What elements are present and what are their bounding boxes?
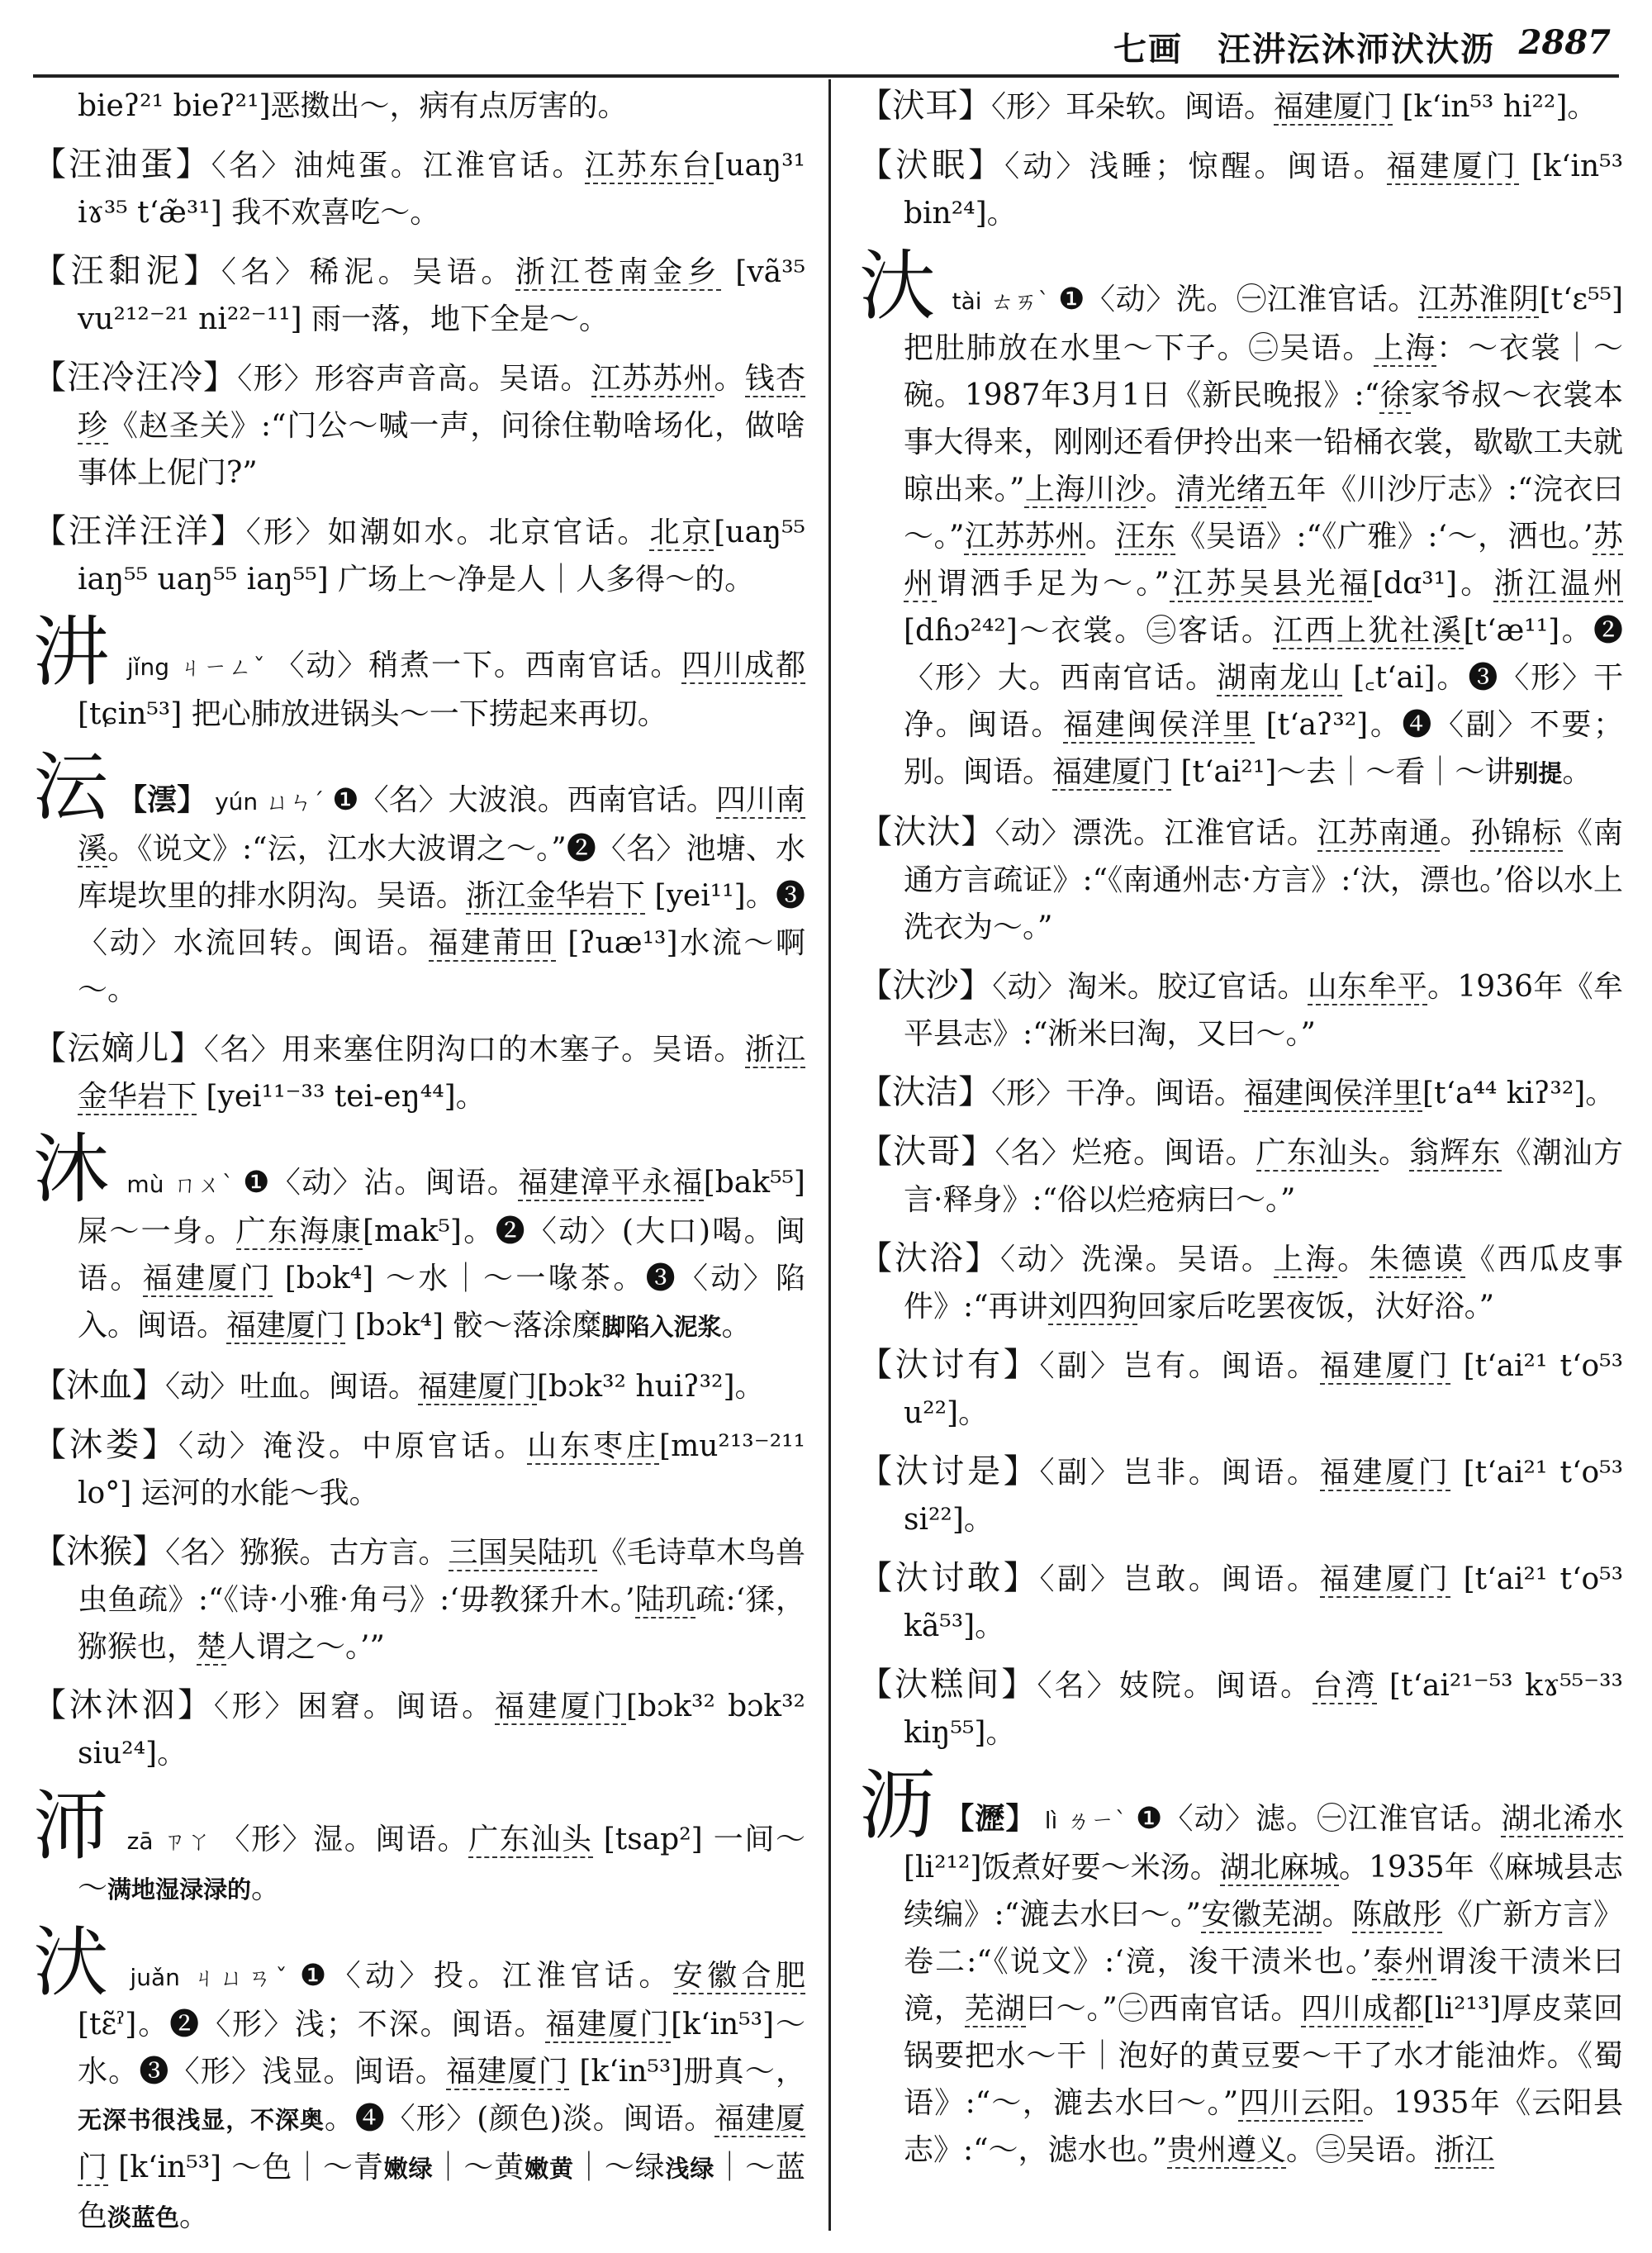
definition-text: 《毛诗草木鸟兽虫鱼疏》:“《诗·小雅·角弓》:‘毋教猱升木。’ bbox=[78, 1536, 805, 1617]
definition-text: ｜～蓝色 bbox=[78, 2151, 805, 2233]
zhuyin: ㄐㄧㄥˇ bbox=[177, 654, 267, 681]
sub-entry bbox=[859, 963, 1623, 1058]
zhuyin: ㄇㄨˋ bbox=[172, 1171, 235, 1198]
definition-text: [t‘ɛ⁵⁵]把肚肺放在水里～下子。㊁吴语。 bbox=[904, 283, 1623, 365]
definition-text: ｜～绿 bbox=[573, 2151, 666, 2184]
sub-entry bbox=[33, 1528, 805, 1671]
definition-text: 谓浚干渍米曰滰， bbox=[904, 1945, 1623, 2026]
sub-entry-word: 【汏哥】 bbox=[859, 1133, 995, 1171]
place-name: 福建闽侯洋里 bbox=[1062, 708, 1255, 742]
definition-text: 〈名〉油炖蛋。江淮官话。 bbox=[211, 149, 585, 183]
definition-text: 《南通方言疏证》:“《南通州志·方言》:‘汏，漂也。’俗以水上洗衣为～。” bbox=[904, 816, 1623, 944]
place-name: 福建莆田 bbox=[428, 926, 557, 960]
sub-entry-word: 【汪洋汪洋】 bbox=[33, 512, 246, 550]
definition-text: [k‘in⁵³ bin²⁴]。 bbox=[904, 150, 1623, 231]
definition-text: [k‘in⁵³]～水。❸〈形〉浅显。闽语。 bbox=[78, 2008, 805, 2089]
place-name: 孙锦标 bbox=[1470, 816, 1563, 850]
sub-entry-word: 【汏洁】 bbox=[859, 1073, 991, 1111]
place-name: 陆玑 bbox=[634, 1583, 695, 1617]
headword: 汱 bbox=[33, 1918, 114, 2007]
sub-entry bbox=[859, 1555, 1623, 1650]
definition-text: [li²¹²]饭煮好要～米汤。 bbox=[904, 1851, 1220, 1885]
definition-text: [꜀t‘ai]。❸〈形〉干净。闽语。 bbox=[904, 661, 1623, 742]
sub-entry bbox=[33, 248, 805, 343]
pinyin: tài bbox=[952, 288, 982, 315]
definition-text: 〈形〉形容声音高。吴语。 bbox=[237, 362, 591, 396]
definition-text: 〈动〉稍煮一下。西南官话。 bbox=[274, 649, 682, 682]
place-name: 安徽芜湖 bbox=[1200, 1898, 1322, 1932]
sub-entry-word: 【汏讨有】 bbox=[859, 1346, 1040, 1384]
definition-text: 。❹〈形〉(颜色)淡。闽语。 bbox=[324, 2102, 715, 2136]
definition-text: 〈副〉岂非。闽语。 bbox=[1039, 1456, 1320, 1490]
place-name: 福建厦门 bbox=[1319, 1349, 1451, 1383]
sub-entry-word: 【汪䵒泥】 bbox=[33, 252, 221, 290]
definition-text: [yei¹¹⁻³³ tei-eŋ⁴⁴]。 bbox=[197, 1080, 486, 1114]
definition-text: [k‘in⁵³] ～色｜～青 bbox=[107, 2151, 384, 2184]
place-name: 浙江苍南金乡 bbox=[515, 255, 722, 289]
place-name: 浙江金华岩下 bbox=[466, 879, 645, 913]
sub-entry bbox=[859, 809, 1623, 951]
definition-text: [tɕin⁵³] 把心肺放进锅头～一下捞起来再切。 bbox=[78, 697, 667, 731]
definition-text: [t‘ai²¹ t‘o⁵³ kã⁵³]。 bbox=[904, 1562, 1623, 1643]
place-name: 广东汕头 bbox=[468, 1823, 593, 1856]
definition-text: 〈形〉如潮如水。北京官话。 bbox=[245, 516, 650, 549]
sub-entry bbox=[33, 1362, 805, 1410]
definition-text: 〈名〉稀泥。吴语。 bbox=[221, 255, 515, 289]
place-name: 湖南龙山 bbox=[1217, 661, 1342, 695]
definition-text: [t‘ai²¹ t‘o⁵³ u²²]。 bbox=[904, 1349, 1623, 1430]
definition-text: 〈形〉耳朵软。闽语。 bbox=[991, 90, 1275, 124]
sub-entry-word: 【沐沐泅】 bbox=[33, 1686, 214, 1724]
definition-text: ：～衣裳｜～碗。1987年3月1日《新民晚报》:“ bbox=[904, 331, 1623, 412]
definition-text: 〈名〉烂疮。闽语。 bbox=[995, 1136, 1256, 1170]
definition-text: ❶〈名〉大波浪。西南官话。 bbox=[332, 783, 716, 817]
zhuyin: ㄗㄚ bbox=[161, 1828, 212, 1855]
definition-text: 〈形〉干净。闽语。 bbox=[991, 1077, 1245, 1110]
zhuyin: ㄊㄞˋ bbox=[990, 288, 1051, 315]
place-name: 上海川沙 bbox=[1024, 473, 1146, 506]
definition-text: 五年《川沙厅志》:“浣衣曰～。” bbox=[904, 473, 1623, 554]
place-name: 刘四狗 bbox=[1047, 1290, 1137, 1324]
place-name: 苏州 bbox=[904, 520, 1623, 601]
headword: 沄 bbox=[33, 743, 110, 831]
sub-entry-word: 【汏讨是】 bbox=[859, 1452, 1040, 1490]
place-name: 福建厦门 bbox=[545, 2008, 672, 2041]
definition-text: 〈名〉猕猴。古方言。 bbox=[165, 1536, 449, 1570]
place-name: 湖北浠水 bbox=[1501, 1802, 1623, 1836]
place-name: 山东牟平 bbox=[1307, 970, 1428, 1004]
headword: 汏 bbox=[859, 242, 936, 330]
place-name: 江西上犹社溪 bbox=[1273, 614, 1464, 648]
definition-text: 〈名〉用来塞住阴沟口的木塞子。吴语。 bbox=[203, 1033, 745, 1067]
place-name: 福建厦门 bbox=[1386, 150, 1519, 183]
sub-entry-word: 【汪油蛋】 bbox=[33, 145, 211, 183]
place-name: 汪东 bbox=[1115, 520, 1176, 554]
gloss-note: 无深书很浅显，不深奥 bbox=[78, 2106, 325, 2134]
sub-entry bbox=[33, 354, 805, 497]
definition-text: 《潮汕方言·释身》:“俗以烂疮病曰～。” bbox=[904, 1136, 1623, 1217]
definition-text: 疏:‘猱，猕猴也， bbox=[78, 1583, 805, 1664]
definition-text: 。 bbox=[721, 1309, 752, 1343]
definition-text: [ʔuæ¹³]水流～啊～。 bbox=[78, 926, 805, 1007]
sub-entry-word: 【汏浴】 bbox=[859, 1239, 1000, 1277]
definition-text: [t‘aʔ³²]。❹〈副〉不要；别。闽语。 bbox=[904, 708, 1623, 789]
sub-entry bbox=[33, 1682, 805, 1777]
pinyin: mù bbox=[126, 1171, 164, 1198]
place-name: 上海 bbox=[1374, 331, 1437, 365]
definition-text: 〈动〉淹没。中原官话。 bbox=[178, 1429, 528, 1463]
definition-text: 〈副〉岂敢。闽语。 bbox=[1039, 1562, 1320, 1596]
place-name: 浙江温州 bbox=[1493, 567, 1623, 601]
definition-text: 〈动〉漂洗。江淮官话。 bbox=[995, 816, 1317, 850]
headword: 沞 bbox=[33, 1782, 111, 1870]
definition-text: 。 bbox=[1562, 755, 1593, 789]
definition-text: 谓洒手足为～。” bbox=[937, 567, 1170, 601]
sub-entry bbox=[859, 1448, 1623, 1543]
definition-text: 《吴语》:“《广雅》:‘～，洒也。’ bbox=[1175, 520, 1593, 554]
place-name: 江苏淮阴 bbox=[1417, 283, 1540, 316]
sub-entry-word: 【汪冷汪冷】 bbox=[33, 359, 238, 397]
definition-text: 人谓之～。’” bbox=[226, 1630, 385, 1664]
headword-entry bbox=[33, 1125, 805, 1351]
place-name: 湖北麻城 bbox=[1219, 1851, 1340, 1885]
definition-text: 曰～。”㊁西南官话。 bbox=[1025, 1992, 1302, 2026]
gloss-note: 淡蓝色 bbox=[107, 2203, 180, 2232]
sub-entry bbox=[859, 83, 1623, 131]
definition-text: 〈动〉洗澡。吴语。 bbox=[999, 1243, 1274, 1276]
headword-entry bbox=[859, 1761, 1623, 2174]
place-name: 贵州遵义 bbox=[1166, 2133, 1286, 2167]
definition-text: 。《说文》:“沄，江水大波谓之～。”❷〈名〉池塘、水库堤坎里的排水阴沟。吴语。 bbox=[78, 832, 805, 913]
sub-entry bbox=[859, 1661, 1623, 1756]
definition-text: [mak⁵]。❷〈动〉(大口)喝。闽语。 bbox=[78, 1214, 805, 1295]
column-divider bbox=[828, 79, 831, 2231]
definition-text: [uaŋ⁵⁵ iaŋ⁵⁵ uaŋ⁵⁵ iaŋ⁵⁵] 广场上～净是人｜人多得～的。 bbox=[78, 516, 805, 597]
gloss-note: 浅绿 bbox=[665, 2155, 715, 2183]
definition-text: 。1936年《牟平县志》:“淅米曰淘，又曰～。” bbox=[904, 970, 1623, 1051]
zhuyin: ㄌㄧˋ bbox=[1066, 1807, 1128, 1834]
headword-entry bbox=[33, 1782, 805, 1913]
definition-text: ❶〈动〉投。江淮官话。 bbox=[299, 1959, 673, 1993]
sub-entry-word: 【汏讨敢】 bbox=[859, 1559, 1040, 1597]
headword-entry bbox=[33, 743, 805, 1014]
definition-text: [bɔk⁴] 骹～落涂糜 bbox=[345, 1309, 602, 1343]
headword-entry bbox=[859, 242, 1623, 797]
sub-entry bbox=[859, 1129, 1623, 1224]
sub-entry-word: 【沐娄】 bbox=[33, 1426, 178, 1464]
place-name: 四川南溪 bbox=[78, 783, 805, 866]
headword: 沐 bbox=[33, 1125, 111, 1214]
definition-text: 回家后吃罢夜饭，汏好浴。” bbox=[1137, 1290, 1494, 1324]
definition-text: 。 bbox=[1322, 1898, 1352, 1932]
sub-entry-word: 【汏汏】 bbox=[859, 813, 995, 851]
place-name: 陈啟彤 bbox=[1351, 1898, 1443, 1932]
definition-text: 家爷叔～衣裳本事大得来，刚刚还看伊拎出来一铅桶衣裳，歇歇工夫就晾出来。” bbox=[904, 378, 1623, 506]
definition-text: 《广新方言》卷二:“《说文》:‘滰，浚干渍米也。’ bbox=[904, 1898, 1623, 1979]
place-name: 泰州 bbox=[1371, 1945, 1436, 1979]
sub-entry bbox=[33, 508, 805, 603]
place-name: 福建厦门 bbox=[446, 2055, 569, 2089]
definition-text: [t‘æ¹¹]。❷〈形〉大。西南官话。 bbox=[904, 614, 1623, 695]
place-name: 安徽合肥 bbox=[672, 1959, 805, 1993]
sub-entry-word: 【汱耳】 bbox=[859, 87, 991, 125]
definition-text: 〈动〉吐血。闽语。 bbox=[165, 1370, 419, 1404]
definition-text: ❶〈动〉滤。㊀江淮官话。 bbox=[1136, 1802, 1502, 1836]
place-name: 福建闽侯洋里 bbox=[1244, 1077, 1423, 1110]
headword: 沥 bbox=[859, 1761, 937, 1850]
definition-text: 。 bbox=[714, 362, 745, 396]
definition-text: 。1935年《云阳县志》:“～，滤水也。” bbox=[904, 2086, 1623, 2167]
sub-entry bbox=[859, 142, 1623, 237]
place-name: 广东海康 bbox=[235, 1214, 363, 1248]
pinyin: lì bbox=[1044, 1807, 1058, 1834]
definition-text: 。 bbox=[1440, 816, 1471, 850]
place-name: 三国吴陆玑 bbox=[448, 1536, 597, 1570]
gloss-note: 嫩绿 bbox=[383, 2155, 434, 2183]
place-name: 福建漳平永福 bbox=[518, 1166, 704, 1200]
definition-text: 〈动〉淘米。胶辽官话。 bbox=[992, 970, 1308, 1004]
place-name: 清光绪 bbox=[1175, 473, 1266, 506]
sub-entry bbox=[859, 1069, 1623, 1117]
place-name: 江苏吴县光福 bbox=[1169, 567, 1373, 601]
definition-text: [t‘a⁴⁴ kiʔ³²]。 bbox=[1422, 1077, 1616, 1110]
header-title: 七画 汪汫沄沐沞汱汏沥 bbox=[1113, 30, 1495, 69]
sub-entry-word: 【汏糕间】 bbox=[859, 1666, 1037, 1704]
definition-text: [li²¹³]厚皮菜回锅要把水～干｜泡好的黄豆要～干了水才能油炸。《蜀语》:“～，漉去水曰～。” bbox=[904, 1992, 1623, 2120]
place-name: 福建厦门 bbox=[142, 1262, 273, 1295]
place-name: 福建厦门 bbox=[78, 2102, 805, 2184]
definition-text: [bak⁵⁵]屎～一身。 bbox=[78, 1166, 805, 1248]
place-name: 江苏苏州 bbox=[591, 362, 714, 396]
place-name: 福建厦门 bbox=[1274, 90, 1393, 124]
traditional-form: 【澐】 bbox=[117, 782, 207, 817]
place-name: 四川成都 bbox=[681, 649, 805, 682]
sub-entry-word: 【沐猴】 bbox=[33, 1533, 166, 1571]
place-name: 福建厦门 bbox=[1052, 755, 1172, 789]
gloss-note: 别提 bbox=[1514, 759, 1563, 787]
place-name: 福建厦门 bbox=[418, 1370, 538, 1404]
page-number: 2887 bbox=[1518, 23, 1611, 62]
definition-text: [dɑ³¹]。 bbox=[1372, 567, 1494, 601]
definition-text: ❶〈动〉洗。㊀江淮官话。 bbox=[1058, 283, 1418, 316]
definition-text: 。 bbox=[251, 1871, 282, 1905]
place-name: 北京 bbox=[649, 516, 714, 549]
sub-entry bbox=[33, 141, 805, 236]
place-name: 福建厦门 bbox=[1319, 1456, 1451, 1490]
place-name: 福建厦门 bbox=[226, 1309, 346, 1343]
place-name: 台湾 bbox=[1313, 1669, 1378, 1703]
place-name: 江苏东台 bbox=[584, 149, 714, 183]
zhuyin: ㄩㄣˊ bbox=[266, 788, 325, 815]
definition-text: 〈形〉湿。闽语。 bbox=[220, 1823, 469, 1856]
definition-text: ｜～黄 bbox=[433, 2151, 525, 2184]
definition-text: [bɔk³² huiʔ³²]。 bbox=[537, 1370, 765, 1404]
left-column bbox=[33, 83, 805, 2253]
pinyin: zā bbox=[126, 1828, 154, 1855]
sub-entry bbox=[33, 1025, 805, 1120]
place-name: 江苏苏州 bbox=[964, 520, 1085, 554]
place-name: 福建厦门 bbox=[494, 1690, 626, 1723]
place-name: 山东枣庄 bbox=[527, 1429, 660, 1463]
pinyin: yún bbox=[215, 788, 259, 815]
place-name: 江苏南通 bbox=[1317, 816, 1441, 850]
place-name: 徐 bbox=[1379, 378, 1411, 412]
place-name: 四川云阳 bbox=[1238, 2086, 1363, 2120]
definition-text: [yei¹¹]。❸〈动〉水流回转。闽语。 bbox=[78, 879, 805, 960]
headword-entry bbox=[33, 608, 805, 738]
definition-text: [t‘ai²¹⁻⁵³ kɤ⁵⁵⁻³³ kiŋ⁵⁵]。 bbox=[904, 1669, 1623, 1750]
place-name: 芜湖 bbox=[964, 1992, 1026, 2026]
place-name: 钱杏珍 bbox=[78, 362, 805, 443]
definition-text: [k‘in⁵³]册真～， bbox=[568, 2055, 805, 2089]
place-name: 浙江 bbox=[1434, 2133, 1494, 2167]
definition-text: [tɛ̃ˀ]。❷〈形〉浅；不深。闽语。 bbox=[78, 2008, 546, 2041]
definition-text: 〈形〉困窘。闽语。 bbox=[213, 1690, 495, 1723]
definition-text: 〈名〉妓院。闽语。 bbox=[1037, 1669, 1313, 1703]
headword-entry bbox=[33, 1918, 805, 2241]
definition-text: [mu²¹³⁻²¹¹ lo°] 运河的水能～我。 bbox=[78, 1429, 805, 1510]
place-name: 朱德谟 bbox=[1369, 1243, 1466, 1276]
definition-text: 。 bbox=[1379, 1136, 1410, 1170]
definition-text: [t‘ai²¹]～去｜～看｜～讲 bbox=[1171, 755, 1515, 789]
definition-text: bieʔ²¹ bieʔ²¹]恶擞出～，病有点厉害的。 bbox=[78, 89, 628, 123]
place-name: 上海 bbox=[1273, 1243, 1338, 1276]
definition-text: [bɔk⁴] ～水｜～一喙茶。❸〈动〉陷入。闽语。 bbox=[78, 1262, 805, 1343]
definition-text: ❶〈动〉沾。闽语。 bbox=[243, 1166, 519, 1200]
gloss-note: 脚陷入泥浆 bbox=[601, 1313, 722, 1341]
definition-text: 〈副〉岂有。闽语。 bbox=[1039, 1349, 1320, 1383]
place-name: 翁辉东 bbox=[1409, 1136, 1502, 1170]
sub-entry-word: 【沐血】 bbox=[33, 1367, 165, 1405]
definition-text: [t‘ai²¹ t‘o⁵³ si²²]。 bbox=[904, 1456, 1623, 1537]
entry-continuation bbox=[33, 83, 805, 130]
pinyin: juǎn bbox=[130, 1964, 180, 1991]
definition-text: 。 bbox=[1145, 473, 1176, 506]
gloss-note: 嫩黄 bbox=[525, 2155, 574, 2183]
traditional-form: 【瀝】 bbox=[944, 1801, 1037, 1836]
place-name: 四川成都 bbox=[1301, 1992, 1423, 2026]
definition-text: 。 bbox=[1337, 1243, 1370, 1276]
headword: 汫 bbox=[33, 608, 111, 696]
place-name: 广东汕头 bbox=[1256, 1136, 1379, 1170]
definition-text: 《赵圣关》:“门公～喊一声，问徐住勒啥场化，做啥事体上伲门?” bbox=[78, 409, 805, 490]
definition-text: [vã³⁵ vu²¹²⁻²¹ ni²²⁻¹¹] 雨一落，地下全是～。 bbox=[78, 255, 805, 336]
gloss-note: 满地湿渌渌的 bbox=[107, 1875, 252, 1904]
pinyin: jǐng bbox=[126, 654, 169, 681]
definition-text: 〈动〉浅睡；惊醒。闽语。 bbox=[1004, 150, 1387, 183]
definition-text: 。㊂吴语。 bbox=[1285, 2133, 1435, 2167]
place-name: 浙江金华岩下 bbox=[78, 1033, 805, 1114]
running-header bbox=[33, 17, 1619, 78]
definition-text: 。 bbox=[179, 2199, 210, 2233]
definition-text: [uaŋ³¹ iɤ³⁵ t‘æ̃³¹] 我不欢喜吃～。 bbox=[78, 149, 805, 230]
definition-text: [tsap²] 一间～～ bbox=[78, 1823, 805, 1905]
sub-entry bbox=[33, 1422, 805, 1517]
sub-entry-word: 【沄嫡儿】 bbox=[33, 1029, 204, 1067]
sub-entry-word: 【汏沙】 bbox=[859, 967, 993, 1005]
sub-entry bbox=[859, 1342, 1623, 1437]
right-column bbox=[859, 83, 1623, 2185]
definition-text: [k‘in⁵³ hi²²]。 bbox=[1393, 90, 1597, 124]
place-name: 楚 bbox=[197, 1630, 227, 1664]
definition-text: 《西瓜皮事件》:“再讲 bbox=[904, 1243, 1623, 1324]
sub-entry-word: 【汱眠】 bbox=[859, 146, 1005, 184]
definition-text: 。 bbox=[1085, 520, 1116, 554]
definition-text: [dɦɔ²⁴²]～衣裳。㊂客话。 bbox=[904, 614, 1274, 648]
definition-text: 。1935年《麻城县志续编》:“漉去水曰～。” bbox=[904, 1851, 1623, 1932]
place-name: 福建厦门 bbox=[1319, 1562, 1451, 1596]
sub-entry bbox=[859, 1235, 1623, 1330]
zhuyin: ㄐㄩㄢˇ bbox=[188, 1964, 292, 1991]
definition-text: [bɔk³² bɔk³² siu²⁴]。 bbox=[78, 1690, 805, 1771]
